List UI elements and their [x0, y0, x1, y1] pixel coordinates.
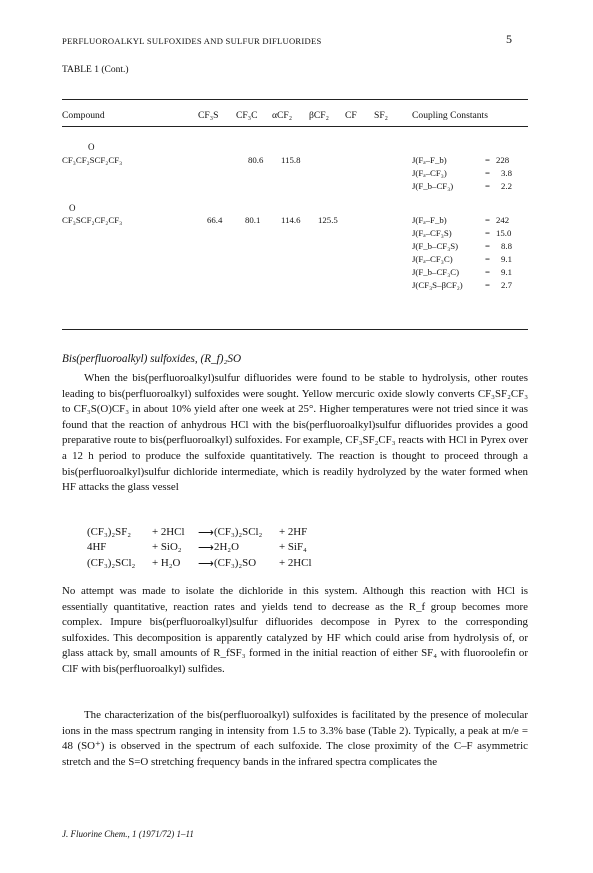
coupling-value: 3.8 [501, 168, 512, 178]
equation-arrow: ⟶ [198, 527, 214, 539]
coupling-op: = [485, 181, 490, 191]
cf3c-shift: 80.1 [245, 215, 261, 225]
paragraph-text: No attempt was made to isolate the dichloride in this system. Although this reaction with HCl is essentially quantitative, reaction rates and yields tend to decrease as the R_f group becomes more complex. Impure bis(perfluoroalkyl)sulfur difluorides decompose in Pyrex to the corresponding sulfoxides. This decomposition is apparently catalyzed by HF which could arise from hydrolysis of, or glass attack by, small amounts of R_fSF₃ formed in the initial reaction of either SF₄ with fluoroolefin or ClF with bis(perfluoroalkyl) sulfides. [62, 585, 528, 675]
cf3c-shift: 80.6 [248, 155, 264, 165]
equation-lhs-term: + SiO₂ [152, 541, 182, 553]
journal-citation: J. Fluorine Chem., 1 (1971/72) 1–11 [62, 829, 194, 839]
equation-arrow: ⟶ [198, 542, 214, 554]
coupling-op: = [485, 155, 490, 165]
coupling-value: 2.7 [501, 280, 512, 290]
table-header-rule [62, 126, 528, 127]
table-top-rule [62, 99, 528, 100]
coupling-label: J(Fₐ–CF₃C) [412, 254, 453, 264]
equation-lhs: (CF₃)₂SF₂ [87, 526, 132, 538]
coupling-value: 15.0 [496, 228, 512, 238]
coupling-op: = [485, 254, 490, 264]
coupling-op: = [485, 241, 490, 251]
col-header-cf3c: CF₃C [236, 110, 258, 121]
coupling-label: J(Fₐ–F_b) [412, 215, 447, 225]
page-number: 5 [506, 32, 512, 46]
acf2-shift: 114.6 [281, 215, 301, 225]
equation-lhs: (CF₃)₂SCl₂ [87, 557, 136, 569]
body-paragraph [62, 708, 528, 770]
col-header-cf3s: CF₃S [198, 110, 219, 121]
paragraph-text: The characterization of the bis(perfluoroalkyl) sulfoxides is facilitated by the presence of molecular ions in the mass spectrum ranging in intensity from 1.5 to 3.3% base (Table 2). Typically, a peak at m/e = 48 (SO⁺) is observed in the spectrum of each sulfoxide. The close proximity of the C–F asymmetric stretch and the S=O stretching frequency bands in the infrared spectra complicates the [62, 709, 528, 768]
coupling-value: 9.1 [501, 254, 512, 264]
coupling-op: = [485, 267, 490, 277]
coupling-value: 2.2 [501, 181, 512, 191]
coupling-value: 8.8 [501, 241, 512, 251]
col-header-bcf2: βCF₂ [309, 110, 329, 121]
sulfoxide-oxygen-mark: O [88, 142, 95, 152]
coupling-label: J(Fₐ–CF₃) [412, 168, 447, 178]
coupling-label: J(F_b–CF₃C) [412, 267, 460, 277]
coupling-label: J(F_b–CF₃) [412, 181, 454, 191]
compound-name: CF₃CF₂SCF₂CF₃ [62, 155, 123, 165]
coupling-op: = [485, 228, 490, 238]
coupling-label: J(F_b–CF₃S) [412, 241, 459, 251]
coupling-value: 228 [496, 155, 510, 165]
coupling-op: = [485, 280, 490, 290]
coupling-label: J(Fₐ–CF₃S) [412, 228, 452, 238]
equation-arrow: ⟶ [198, 558, 214, 570]
equation-rhs-term: + SiF₄ [279, 541, 307, 553]
paragraph-text: When the bis(perfluoroalkyl)sulfur difluorides were found to be stable to hydrolysis, other routes leading to bis(perfluoroalkyl) sulfoxides were sought. Yellow mercuric oxide slowly converts CF₃SF₂CF₃ to CF₃S(O)CF₃ in about 10% yield after one week at 25°. Higher temperatures were not tried since it was found that the reaction of anhydrous HCl with the bis(perfluoroalkyl)sulfur difluorides provides a good preparative route to bis(perfluoroalkyl) sulfoxides. For example, CF₃SF₂CF₃ reacts with HCl in Pyrex over a 12 h period to produce the sulfoxide quantitatively. The reaction is thought to proceed through a bis(perfluoroalkyl)sulfur dichloride intermediate, which is readily hydrolyzed by the water formed when HF attacks the glass vessel [62, 372, 528, 494]
sulfoxide-oxygen-mark: O [69, 203, 76, 213]
compound-name: CF₃SCF₂CF₂CF₃ [62, 215, 123, 225]
equation-lhs-term: + H₂O [152, 557, 181, 569]
equation-rhs-term: + 2HF [279, 526, 308, 538]
col-header-acf2: αCF₂ [272, 110, 293, 121]
coupling-value: 9.1 [501, 267, 512, 277]
coupling-op: = [485, 168, 490, 178]
table-caption: TABLE 1 (Cont.) [62, 65, 129, 75]
body-paragraph [62, 584, 528, 678]
equation-rhs: (CF₃)₂SO [214, 557, 257, 569]
coupling-value: 242 [496, 215, 510, 225]
body-paragraph [62, 371, 528, 496]
col-header-cf: CF [345, 110, 357, 121]
equation-rhs: (CF₃)₂SCl₂ [214, 526, 263, 538]
coupling-label: J(CF₃S–βCF₂) [412, 280, 463, 290]
cf3s-shift: 66.4 [207, 215, 223, 225]
table-bottom-rule [62, 329, 528, 330]
equation-rhs: 2H₂O [214, 541, 239, 553]
running-title: PERFLUOROALKYL SULFOXIDES AND SULFUR DIFLUORIDES [62, 36, 322, 46]
equation-lhs-term: + 2HCl [152, 526, 185, 538]
equation-rhs-term: + 2HCl [279, 557, 312, 569]
col-header-compound: Compound [62, 110, 105, 121]
bcf2-shift: 125.5 [318, 215, 338, 225]
col-header-coupling: Coupling Constants [412, 110, 488, 121]
section-heading: Bis(perfluoroalkyl) sulfoxides, (R_f)₂SO [62, 353, 242, 365]
acf2-shift: 115.8 [281, 155, 301, 165]
coupling-op: = [485, 215, 490, 225]
equation-lhs: 4HF [87, 541, 107, 553]
col-header-sf2: SF₂ [374, 110, 389, 121]
coupling-label: J(Fₐ–F_b) [412, 155, 447, 165]
